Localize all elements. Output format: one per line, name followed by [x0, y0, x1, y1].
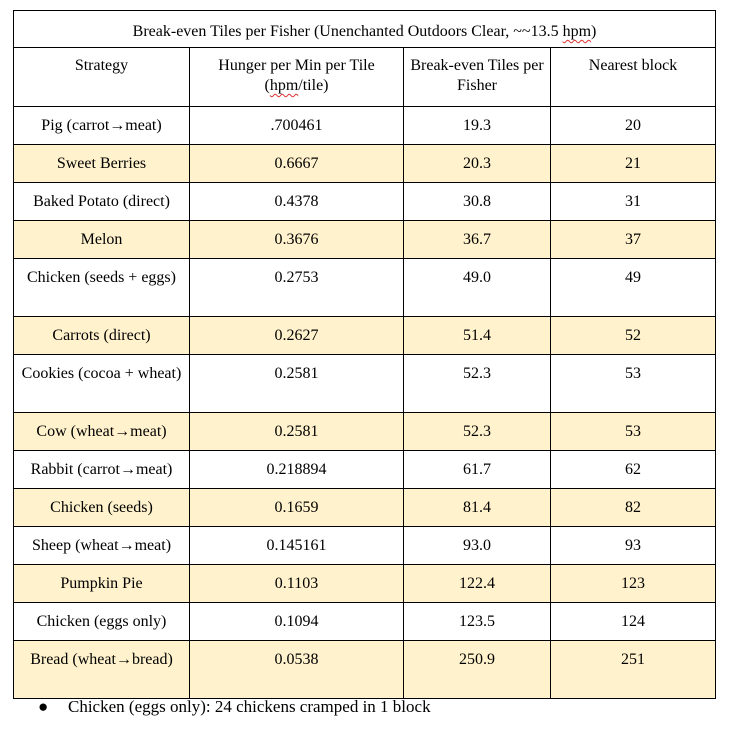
- cell-hunger: 0.2581: [190, 355, 404, 413]
- cell-breakeven-tiles: 61.7: [404, 451, 551, 489]
- cell-breakeven-tiles: 250.9: [404, 641, 551, 699]
- table-row: [14, 107, 716, 145]
- cell-nearest-block: 49: [551, 259, 716, 317]
- cell-nearest-block: 62: [551, 451, 716, 489]
- table-row: [14, 641, 716, 699]
- table-row: [14, 489, 716, 527]
- header-hunger: [190, 48, 404, 107]
- cell-hunger: 0.4378: [190, 183, 404, 221]
- cell-hunger: 0.1659: [190, 489, 404, 527]
- cell-strategy: Chicken (eggs only): [14, 603, 190, 641]
- cell-strategy: Bread (wheat→bread): [14, 641, 190, 699]
- cell-hunger: 0.1103: [190, 565, 404, 603]
- cell-nearest-block: 123: [551, 565, 716, 603]
- cell-hunger: 0.1094: [190, 603, 404, 641]
- header-strategy: Strategy: [14, 48, 190, 107]
- cell-strategy: Rabbit (carrot→meat): [14, 451, 190, 489]
- cell-hunger: 0.218894: [190, 451, 404, 489]
- header-hunger-unit: hpm: [269, 77, 299, 94]
- cell-nearest-block: 53: [551, 413, 716, 451]
- note-bullet: ●: [38, 697, 49, 716]
- cell-hunger: .700461: [190, 107, 404, 145]
- cell-hunger: 0.2627: [190, 317, 404, 355]
- cell-strategy: Baked Potato (direct): [14, 183, 190, 221]
- note-text: Chicken (eggs only): 24 chickens cramped in 1 block: [68, 697, 431, 716]
- header-breakeven: Break-even Tiles per Fisher: [404, 48, 551, 107]
- table-row: [14, 317, 716, 355]
- table-row: [14, 355, 716, 413]
- table-row: [14, 145, 716, 183]
- table-title: [14, 11, 716, 48]
- cell-strategy: Sweet Berries: [14, 145, 190, 183]
- cell-nearest-block: 93: [551, 527, 716, 565]
- cell-nearest-block: 31: [551, 183, 716, 221]
- table-title-prefix: Break-even Tiles per Fisher (Unenchanted Outdoors Clear, ~~13.5: [132, 23, 563, 40]
- cell-hunger: 0.0538: [190, 641, 404, 699]
- table-row: [14, 451, 716, 489]
- cell-strategy: Melon: [14, 221, 190, 259]
- cell-strategy: Sheep (wheat→meat): [14, 527, 190, 565]
- cell-breakeven-tiles: 122.4: [404, 565, 551, 603]
- cell-breakeven-tiles: 51.4: [404, 317, 551, 355]
- header-hunger-unit-suffix: /tile): [298, 77, 329, 94]
- cell-nearest-block: 124: [551, 603, 716, 641]
- cell-nearest-block: 21: [551, 145, 716, 183]
- header-nearest: Nearest block: [551, 48, 716, 107]
- table-title-suffix: ): [591, 23, 597, 40]
- table-body: [14, 107, 716, 699]
- cell-hunger: 0.6667: [190, 145, 404, 183]
- cell-breakeven-tiles: 52.3: [404, 355, 551, 413]
- cell-strategy: Chicken (seeds + eggs): [14, 259, 190, 317]
- cell-nearest-block: 52: [551, 317, 716, 355]
- cell-breakeven-tiles: 36.7: [404, 221, 551, 259]
- cell-hunger: 0.145161: [190, 527, 404, 565]
- cell-nearest-block: 37: [551, 221, 716, 259]
- cell-hunger: 0.3676: [190, 221, 404, 259]
- cell-hunger: 0.2753: [190, 259, 404, 317]
- cell-breakeven-tiles: 49.0: [404, 259, 551, 317]
- table-row: [14, 527, 716, 565]
- header-hunger-paren: (: [264, 77, 270, 94]
- table-row: [14, 603, 716, 641]
- break-even-table: [13, 10, 716, 699]
- table-row: [14, 565, 716, 603]
- cell-breakeven-tiles: 93.0: [404, 527, 551, 565]
- cell-nearest-block: 20: [551, 107, 716, 145]
- header-hunger-line1: Hunger per Min per Tile: [218, 57, 375, 74]
- cell-breakeven-tiles: 52.3: [404, 413, 551, 451]
- cell-nearest-block: 82: [551, 489, 716, 527]
- cell-strategy: Cookies (cocoa + wheat): [14, 355, 190, 413]
- cell-breakeven-tiles: 30.8: [404, 183, 551, 221]
- cell-breakeven-tiles: 81.4: [404, 489, 551, 527]
- table-row: [14, 413, 716, 451]
- cell-breakeven-tiles: 19.3: [404, 107, 551, 145]
- table-row: [14, 259, 716, 317]
- cell-nearest-block: 53: [551, 355, 716, 413]
- cell-breakeven-tiles: 20.3: [404, 145, 551, 183]
- cell-strategy: Chicken (seeds): [14, 489, 190, 527]
- cell-strategy: Pig (carrot→meat): [14, 107, 190, 145]
- table-row: [14, 183, 716, 221]
- cell-nearest-block: 251: [551, 641, 716, 699]
- cell-strategy: Pumpkin Pie: [14, 565, 190, 603]
- cell-strategy: Carrots (direct): [14, 317, 190, 355]
- cell-strategy: Cow (wheat→meat): [14, 413, 190, 451]
- table-row: [14, 221, 716, 259]
- cell-breakeven-tiles: 123.5: [404, 603, 551, 641]
- table-title-unit: hpm: [562, 23, 592, 40]
- cell-hunger: 0.2581: [190, 413, 404, 451]
